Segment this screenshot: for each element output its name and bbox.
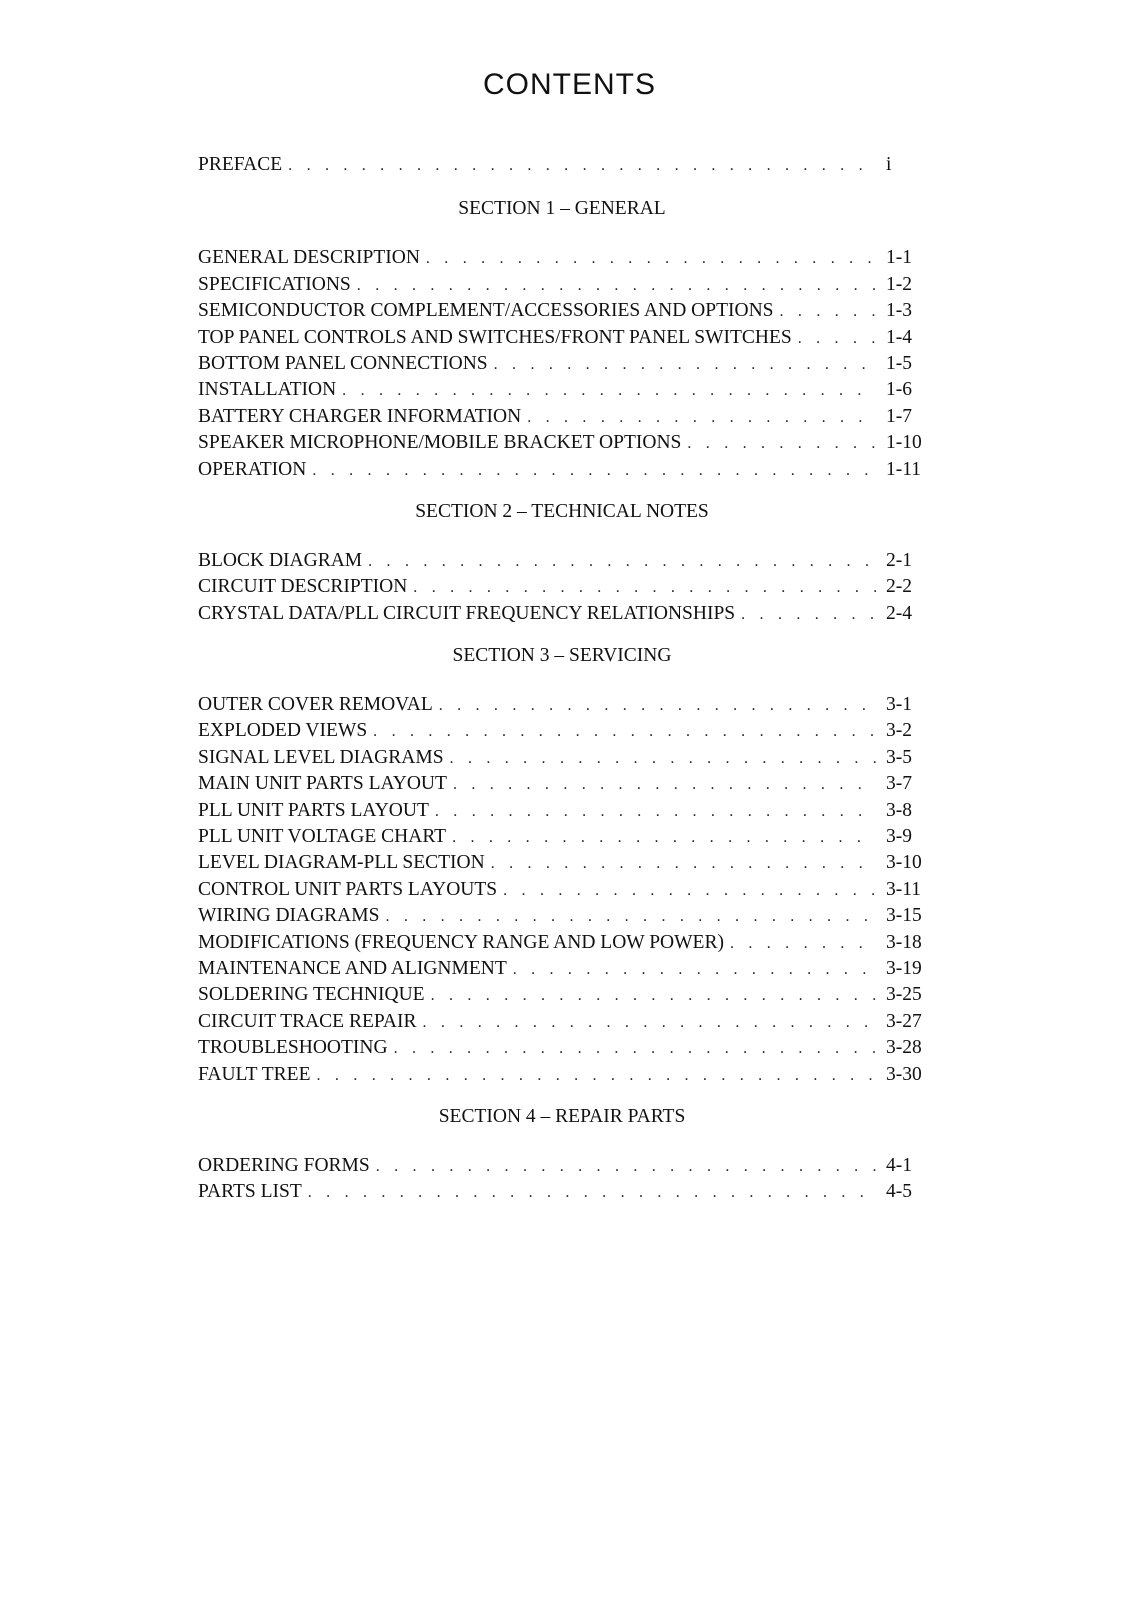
toc-entry-label: BOTTOM PANEL CONNECTIONS — [198, 352, 488, 374]
toc-entry[interactable] — [198, 327, 946, 353]
toc-entry-page: 3-28 — [886, 1037, 922, 1059]
toc-entry[interactable] — [198, 932, 946, 958]
toc-entry-label: SPECIFICATIONS — [198, 273, 351, 295]
toc-entry[interactable] — [198, 1037, 946, 1063]
toc-entry[interactable] — [198, 984, 946, 1010]
toc-entry-page: 2-4 — [886, 602, 912, 624]
toc-entry-label: OPERATION — [198, 458, 307, 480]
dot-leader — [373, 723, 876, 741]
toc-entry[interactable] — [198, 379, 946, 405]
page-title: CONTENTS — [483, 68, 656, 101]
toc-entry-page: 3-5 — [886, 746, 912, 768]
toc-entry-label: MAIN UNIT PARTS LAYOUT — [198, 773, 447, 795]
toc-entry-label: PLL UNIT PARTS LAYOUT — [198, 799, 429, 821]
toc-entry-page: i — [886, 154, 892, 175]
dot-leader — [513, 961, 876, 979]
toc-entry-label: SOLDERING TECHNIQUE — [198, 984, 425, 1006]
dot-leader — [452, 829, 876, 847]
dot-leader — [780, 303, 876, 321]
table-of-contents — [198, 154, 946, 1208]
toc-entry-label: SIGNAL LEVEL DIAGRAMS — [198, 746, 444, 768]
toc-entry-page: 1-11 — [886, 458, 922, 480]
toc-entry-page: 3-10 — [886, 852, 922, 874]
toc-entry-page: 3-30 — [886, 1063, 922, 1085]
dot-leader — [426, 250, 876, 268]
toc-entry-page: 3-8 — [886, 799, 912, 821]
toc-entry-label: BLOCK DIAGRAM — [198, 549, 363, 571]
toc-entry[interactable] — [198, 800, 946, 826]
toc-entry-label: TOP PANEL CONTROLS AND SWITCHES/FRONT PANEL SWITCHES — [198, 326, 792, 348]
dot-leader — [527, 409, 876, 427]
toc-entry-page: 1-10 — [886, 432, 922, 454]
toc-entry[interactable] — [198, 406, 946, 432]
toc-entry-label: WIRING DIAGRAMS — [198, 905, 380, 927]
dot-leader — [687, 435, 876, 453]
dot-leader — [368, 553, 876, 571]
section-heading: SECTION 1 – GENERAL — [458, 198, 666, 220]
dot-leader — [453, 776, 876, 794]
toc-entry-page: 3-2 — [886, 720, 912, 742]
dot-leader — [423, 1014, 876, 1032]
section-heading: SECTION 2 – TECHNICAL NOTES — [415, 500, 709, 522]
toc-entry[interactable] — [198, 274, 946, 300]
dot-leader — [435, 803, 876, 821]
toc-entry[interactable] — [198, 1064, 946, 1090]
toc-entry-page: 3-19 — [886, 957, 922, 979]
toc-entry-page: 1-7 — [886, 405, 912, 427]
toc-entry-label: PARTS LIST — [198, 1181, 302, 1203]
toc-entry-page: 1-4 — [886, 326, 912, 348]
toc-entry-label: SEMICONDUCTOR COMPLEMENT/ACCESSORIES AND OPTIONS — [198, 300, 774, 322]
dot-leader — [494, 356, 876, 374]
dot-leader — [798, 330, 876, 348]
toc-entry[interactable] — [198, 603, 946, 629]
toc-entry-label: CRYSTAL DATA/PLL CIRCUIT FREQUENCY RELATIONSHIPS — [198, 602, 736, 624]
dot-leader — [312, 462, 876, 480]
dot-leader — [342, 382, 876, 400]
toc-entry[interactable] — [198, 300, 946, 326]
dot-leader — [503, 882, 876, 900]
toc-entry-label: TROUBLESHOOTING — [198, 1037, 388, 1059]
toc-entry-label: LEVEL DIAGRAM-PLL SECTION — [198, 852, 485, 874]
toc-entry-page: 2-2 — [886, 576, 912, 598]
dot-leader — [439, 697, 876, 715]
toc-entry[interactable] — [198, 879, 946, 905]
dot-leader — [357, 277, 876, 295]
toc-entry-page: 1-3 — [886, 300, 912, 322]
section-heading: SECTION 3 – SERVICING — [452, 645, 672, 667]
toc-entry[interactable] — [198, 1011, 946, 1037]
toc-entry-label: PREFACE — [198, 154, 283, 175]
dot-leader — [288, 157, 876, 175]
dot-leader — [431, 987, 876, 1005]
toc-entry-page: 3-27 — [886, 1010, 922, 1032]
dot-leader — [491, 855, 876, 873]
toc-entry-page: 3-7 — [886, 773, 912, 795]
dot-leader — [450, 750, 876, 768]
toc-entry-label: SPEAKER MICROPHONE/MOBILE BRACKET OPTIONS — [198, 432, 682, 454]
dot-leader — [730, 935, 876, 953]
toc-entry[interactable] — [198, 905, 946, 931]
toc-entry-page: 2-1 — [886, 549, 912, 571]
toc-entry-page: 1-5 — [886, 352, 912, 374]
toc-entry-page: 4-5 — [886, 1181, 912, 1203]
toc-entry[interactable] — [198, 1181, 946, 1207]
toc-entry[interactable] — [198, 852, 946, 878]
toc-entry-label: INSTALLATION — [198, 379, 337, 401]
toc-entry-page: 4-1 — [886, 1154, 912, 1176]
toc-entry[interactable] — [198, 747, 946, 773]
toc-entry-label: BATTERY CHARGER INFORMATION — [198, 405, 522, 427]
toc-entry-label: GENERAL DESCRIPTION — [198, 247, 420, 269]
toc-entry-label: MAINTENANCE AND ALIGNMENT — [198, 957, 507, 979]
toc-entry-label: MODIFICATIONS (FREQUENCY RANGE AND LOW POWER) — [198, 931, 724, 953]
toc-entry-label: OUTER COVER REMOVAL — [198, 694, 433, 716]
toc-entry-label: CONTROL UNIT PARTS LAYOUTS — [198, 878, 498, 900]
toc-entry[interactable] — [198, 432, 946, 458]
toc-entry-page: 3-11 — [886, 878, 922, 900]
toc-entry-page: 1-1 — [886, 247, 912, 269]
toc-entry-label: CIRCUIT TRACE REPAIR — [198, 1010, 417, 1032]
toc-entry-label: FAULT TREE — [198, 1063, 311, 1085]
toc-entry-page: 1-6 — [886, 379, 912, 401]
toc-entry-page: 3-18 — [886, 931, 922, 953]
dot-leader — [385, 908, 876, 926]
dot-leader — [308, 1184, 876, 1202]
dot-leader — [317, 1067, 876, 1085]
toc-entry[interactable] — [198, 773, 946, 799]
toc-entry[interactable] — [198, 826, 946, 852]
toc-entry[interactable] — [198, 247, 946, 273]
toc-entry[interactable] — [198, 1155, 946, 1181]
toc-entry-page: 3-9 — [886, 826, 912, 848]
toc-entry[interactable] — [198, 720, 946, 746]
toc-entry[interactable] — [198, 550, 946, 576]
dot-leader — [376, 1158, 876, 1176]
dot-leader — [413, 579, 876, 597]
sections-container — [198, 196, 946, 1207]
toc-entry-label: PLL UNIT VOLTAGE CHART — [198, 826, 447, 848]
dot-leader — [394, 1040, 876, 1058]
toc-entry-label: CIRCUIT DESCRIPTION — [198, 576, 408, 598]
toc-entry[interactable] — [198, 353, 946, 379]
toc-entry-page: 3-1 — [886, 694, 912, 716]
toc-entry-page: 3-25 — [886, 984, 922, 1006]
toc-entry-label: EXPLODED VIEWS — [198, 720, 368, 742]
toc-entry-label: ORDERING FORMS — [198, 1154, 370, 1176]
section-heading: SECTION 4 – REPAIR PARTS — [438, 1105, 686, 1127]
toc-entry-page: 1-2 — [886, 273, 912, 295]
toc-entry[interactable] — [198, 958, 946, 984]
toc-entry-preface[interactable] — [198, 154, 946, 180]
toc-entry-page: 3-15 — [886, 905, 922, 927]
dot-leader — [741, 606, 876, 624]
toc-entry[interactable] — [198, 694, 946, 720]
toc-entry[interactable] — [198, 576, 946, 602]
toc-entry[interactable] — [198, 459, 946, 485]
